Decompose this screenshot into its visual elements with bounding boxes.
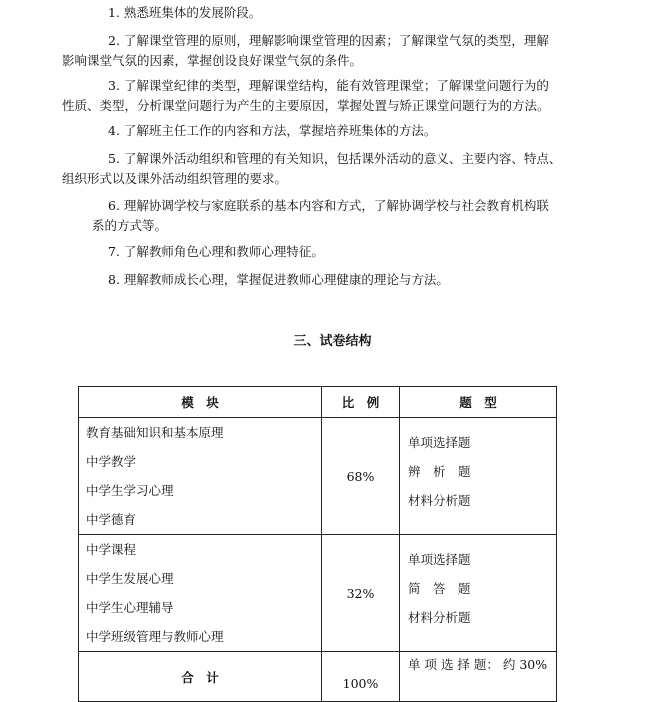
module-cell xyxy=(79,535,322,652)
module-item: 教育基础知识和基本原理 xyxy=(86,425,224,440)
item-3-line-2: 性质、类型，分析课堂问题行为产生的主要原因，掌握处置与矫正课堂问题行为的方法。 xyxy=(62,98,550,113)
header-question-type: 题 型 xyxy=(400,387,557,418)
module-item: 中学生发展心理 xyxy=(86,571,174,586)
item-5-line-1: 5. 了解课外活动组织和管理的有关知识，包括课外活动的意义、主要内容、特点、 xyxy=(108,151,562,166)
table-header-row xyxy=(79,387,557,418)
question-type-item: 单项选择题 xyxy=(408,552,471,567)
ratio-cell: 68% xyxy=(322,418,400,535)
item-1 xyxy=(108,3,261,23)
item-7-line-1: 7. 了解教师角色心理和教师心理特征。 xyxy=(108,244,324,259)
header-ratio: 比 例 xyxy=(322,387,400,418)
item-7 xyxy=(108,242,324,262)
item-5-line-2: 组织形式以及课外活动组织管理的要求。 xyxy=(62,171,288,186)
module-item: 中学德育 xyxy=(86,512,137,527)
item-6 xyxy=(62,196,549,236)
ratio-cell: 32% xyxy=(322,535,400,652)
total-ratio: 100% xyxy=(322,652,400,702)
question-type-cell xyxy=(400,535,557,652)
item-2-line-2: 影响课堂气氛的因素，掌握创设良好课堂气氛的条件。 xyxy=(62,53,363,68)
table-row xyxy=(79,418,557,535)
header-module: 模 块 xyxy=(79,387,322,418)
item-6-line-2: 系的方式等。 xyxy=(92,218,168,233)
item-6-line-1: 6. 理解协调学校与家庭联系的基本内容和方式，了解协调学校与社会教育机构联 xyxy=(108,198,549,213)
question-type-item: 单项选择题 xyxy=(408,435,471,450)
section-title: 三、试卷结构 xyxy=(293,334,372,349)
module-cell xyxy=(79,418,322,535)
item-8 xyxy=(108,270,449,290)
item-1-line-1: 1. 熟悉班集体的发展阶段。 xyxy=(108,5,262,20)
module-item: 中学教学 xyxy=(86,454,137,469)
total-question-types: 单 项 选 择 题： 约 30% xyxy=(400,652,557,702)
question-type-item: 材料分析题 xyxy=(408,493,471,508)
total-label: 合 计 xyxy=(79,652,322,702)
module-item: 中学生心理辅导 xyxy=(86,600,174,615)
question-type-item: 简 答 题 xyxy=(408,581,471,596)
item-8-line-1: 8. 理解教师成长心理，掌握促进教师心理健康的理论与方法。 xyxy=(108,272,449,287)
item-4-line-1: 4. 了解班主任工作的内容和方法，掌握培养班集体的方法。 xyxy=(108,123,437,138)
item-2-line-1: 2. 了解课堂管理的原则，理解影响课堂管理的因素；了解课堂气氛的类型，理解 xyxy=(108,33,549,48)
table-total-row xyxy=(79,652,557,702)
item-4 xyxy=(108,121,436,141)
question-type-cell xyxy=(400,418,557,535)
exam-structure-table xyxy=(78,386,557,702)
module-item: 中学课程 xyxy=(86,542,137,557)
item-3-line-1: 3. 了解课堂纪律的类型，理解课堂结构，能有效管理课堂；了解课堂问题行为的 xyxy=(108,78,549,93)
item-5 xyxy=(62,149,561,189)
question-type-item: 辨 析 题 xyxy=(408,464,471,479)
item-3 xyxy=(62,76,550,116)
question-type-item: 材料分析题 xyxy=(408,610,471,625)
item-2 xyxy=(62,31,549,71)
table-row xyxy=(79,535,557,652)
module-item: 中学班级管理与教师心理 xyxy=(86,629,224,644)
module-item: 中学生学习心理 xyxy=(86,483,174,498)
